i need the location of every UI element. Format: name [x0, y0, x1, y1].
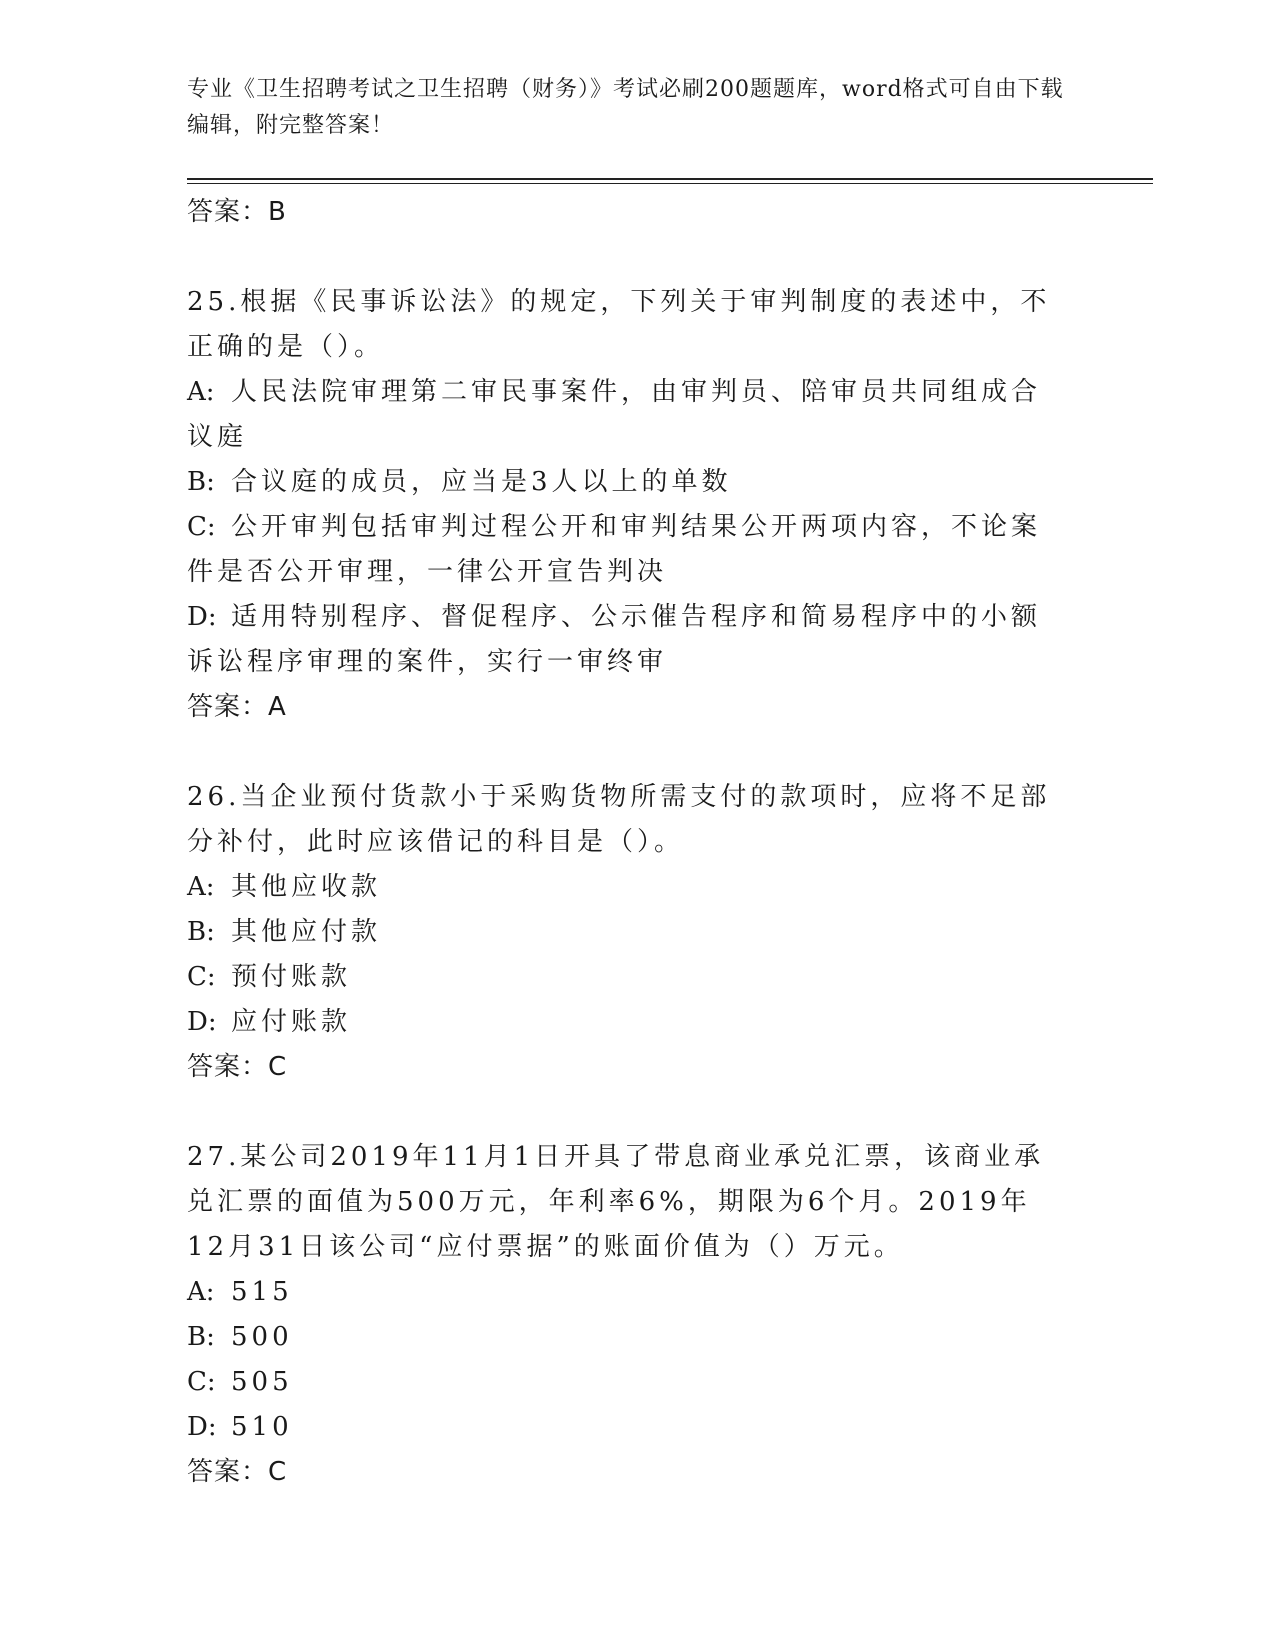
option-b [187, 1315, 1067, 1360]
question-26 [187, 775, 1067, 1089]
option-a [187, 370, 1067, 460]
option-letter: A: [187, 377, 215, 407]
option-text: 其他应付款 [231, 917, 382, 947]
option-text: 515 [231, 1277, 293, 1307]
option-text: 其他应收款 [231, 872, 382, 902]
option-letter: B: [187, 917, 215, 947]
option-text: 510 [231, 1412, 293, 1442]
option-d [187, 1000, 1067, 1045]
question-list [187, 190, 1067, 1494]
answer-line: 答案：A [187, 692, 287, 722]
option-d [187, 1405, 1067, 1450]
question-stem: 27.某公司2019年11月1日开具了带息商业承兑汇票，该商业承兑汇票的面值为500万元，年利率6%，期限为6个月。2019年12月31日该公司“应付票据”的账面价值为（）万元。 [187, 1142, 1045, 1262]
option-text: 500 [231, 1322, 293, 1352]
option-letter: D: [187, 1412, 217, 1442]
option-letter: A: [187, 872, 215, 902]
answer-line: 答案：C [187, 1457, 288, 1487]
option-c [187, 1360, 1067, 1405]
option-letter: D: [187, 602, 217, 632]
option-text: 预付账款 [231, 962, 352, 992]
option-letter: C: [187, 1367, 216, 1397]
option-letter: C: [187, 962, 216, 992]
option-a [187, 1270, 1067, 1315]
option-a [187, 865, 1067, 910]
question-27 [187, 1135, 1067, 1494]
option-text: 人民法院审理第二审民事案件，由审判员、陪审员共同组成合议庭 [187, 377, 1042, 452]
option-letter: C: [187, 512, 216, 542]
option-text: 合议庭的成员，应当是3人以上的单数 [231, 467, 732, 497]
option-letter: B: [187, 467, 215, 497]
previous-answer: 答案：B [187, 197, 287, 227]
option-letter: B: [187, 1322, 215, 1352]
question-stem: 26.当企业预付货款小于采购货物所需支付的款项时，应将不足部分补付，此时应该借记的科目是（）。 [187, 782, 1051, 857]
answer-line: 答案：C [187, 1052, 288, 1082]
option-c [187, 505, 1067, 595]
option-c [187, 955, 1067, 1000]
option-text: 公开审判包括审判过程公开和审判结果公开两项内容，不论案件是否公开审理，一律公开宣告判决 [187, 512, 1042, 587]
page-header: 专业《卫生招聘考试之卫生招聘（财务）》考试必刷200题题库，word格式可自由下载编辑，附完整答案！ [187, 77, 1064, 138]
question-25 [187, 280, 1067, 729]
header-divider-thick [187, 178, 1153, 180]
header-divider-thin [187, 183, 1153, 184]
option-text: 应付账款 [231, 1007, 352, 1037]
option-b [187, 460, 1067, 505]
question-stem: 25.根据《民事诉讼法》的规定，下列关于审判制度的表述中，不正确的是（）。 [187, 287, 1051, 362]
option-letter: A: [187, 1277, 215, 1307]
option-d [187, 595, 1067, 685]
option-b [187, 910, 1067, 955]
option-text: 适用特别程序、督促程序、公示催告程序和简易程序中的小额诉讼程序审理的案件，实行一审终审 [187, 602, 1042, 677]
option-letter: D: [187, 1007, 217, 1037]
option-text: 505 [231, 1367, 293, 1397]
